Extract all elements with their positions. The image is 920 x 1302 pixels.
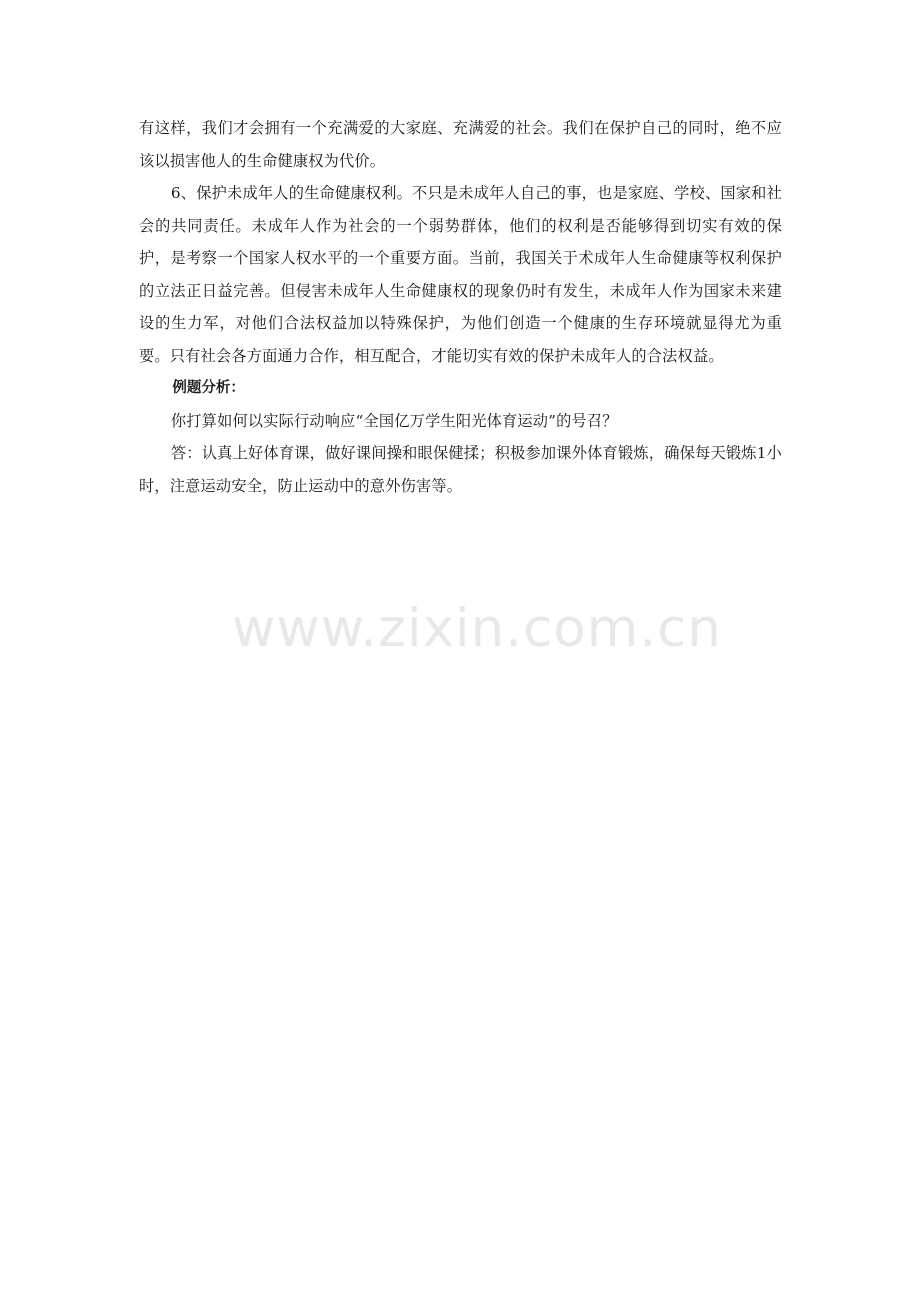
document-body bbox=[139, 112, 782, 502]
paragraph-point-6: 6、保护未成年人的生命健康权利。不只是未成年人自己的事，也是家庭、学校、国家和社会的共同责任。未成年人作为社会的一个弱势群体，他们的权利是否能够得到切实有效的保护，是考察一个国家人权水平的一个重要方面。当前，我国关于术成年人生命健康等权利保护的立法正日益完善。但侵害未成年人生命健康权的现象仍时有发生，未成年人作为国家未来建设的生力军，对他们合法权益加以特殊保护，为他们创造一个健康的生存环境就显得尤为重要。只有社会各方面通力合作，相互配合，才能切实有效的保护未成年人的合法权益。 bbox=[139, 184, 782, 365]
example-heading: 例题分析： bbox=[172, 380, 245, 396]
watermark: www.zixin.com.cn bbox=[232, 598, 722, 659]
example-question: 你打算如何以实际行动响应“全国亿万学生阳光体育运动”的号召？ bbox=[170, 411, 618, 430]
example-answer: 答：认真上好体育课，做好课间操和眼保健揉；积极参加课外体育锻炼，确保每天锻炼1小时，注意运动安全，防止运动中的意外伤害等。 bbox=[139, 444, 782, 495]
paragraph-continuation: 有这样，我们才会拥有一个充满爱的大家庭、充满爱的社会。我们在保护自己的同时，绝不应该以损害他人的生命健康权为代价。 bbox=[139, 119, 782, 170]
